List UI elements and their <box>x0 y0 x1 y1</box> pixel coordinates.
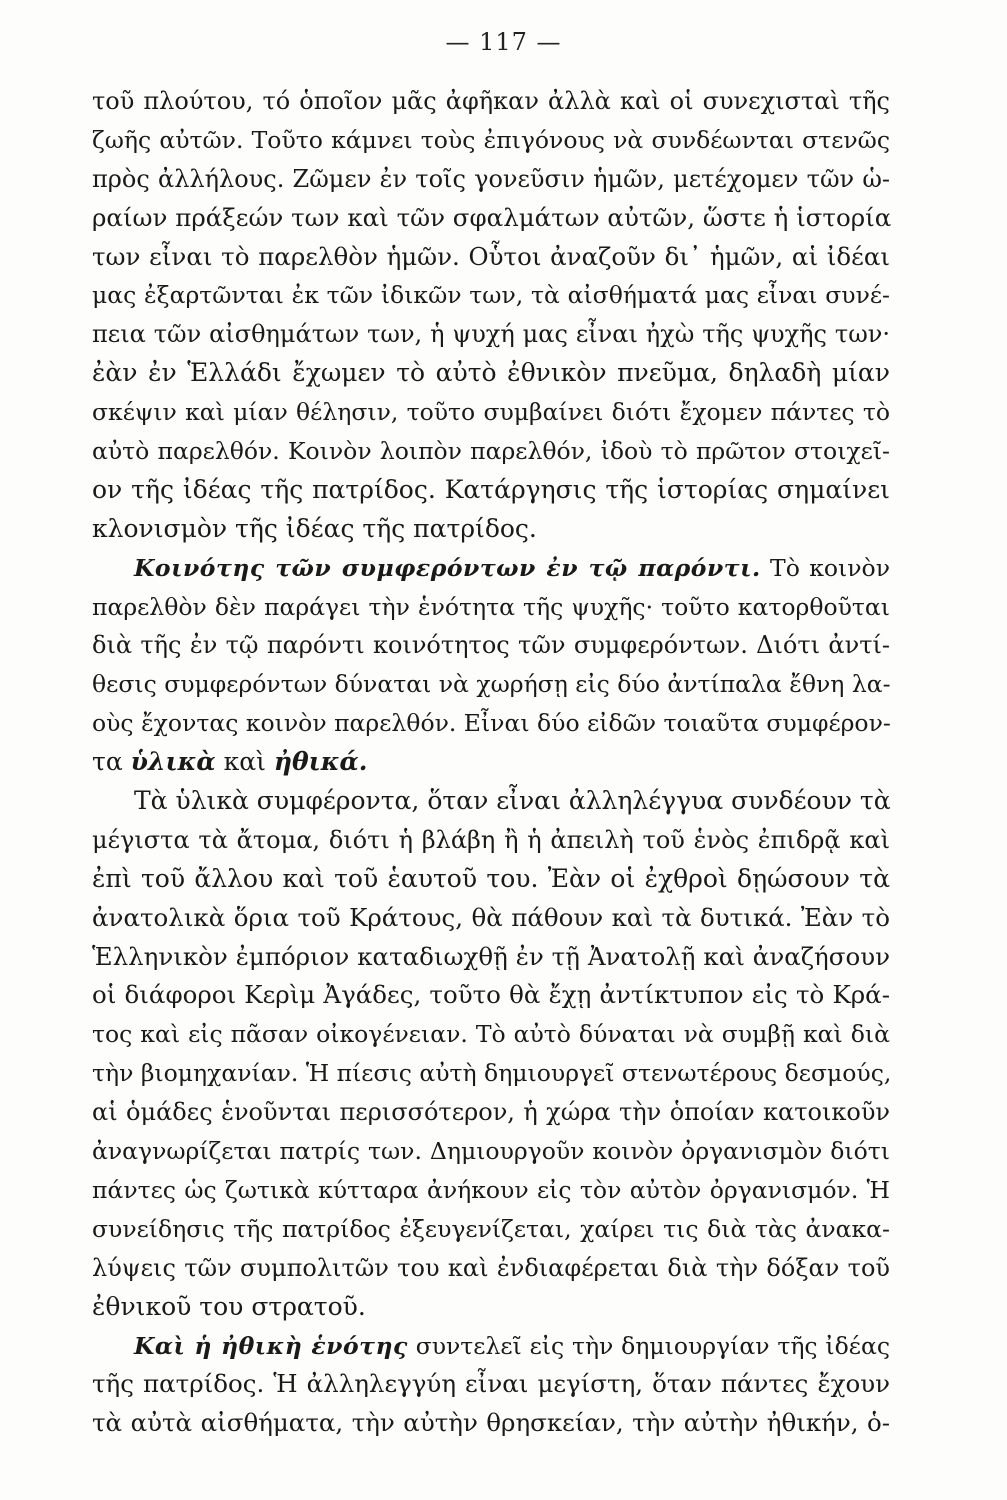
text-line <box>92 432 890 471</box>
text-segment: τὰ αὐτὰ αἰσθήματα, τὴν αὐτὴν θρησκείαν, τὴν αὐτὴν ἠθικήν, ὁ- <box>92 1408 890 1438</box>
text-line <box>92 276 890 315</box>
text-line <box>92 1054 890 1093</box>
text-segment: συνείδησις τῆς πατρίδος ἐξευγενίζεται, χαίρει τις διὰ τὰς ἀνακα- <box>92 1214 890 1243</box>
text-line <box>92 82 890 121</box>
text-segment: ἐπὶ τοῦ ἄλλου καὶ τοῦ ἑαυτοῦ του. Ἐὰν οἱ ἐχθροὶ δῃώσουν τὰ <box>92 863 890 893</box>
text-line <box>92 1249 890 1288</box>
text-segment: μέγιστα τὰ ἄτομα, διότι ἡ βλάβη ἢ ἡ ἀπειλὴ τοῦ ἑνὸς ἐπιδρᾷ καὶ <box>92 825 890 854</box>
text-line <box>92 704 890 743</box>
text-line <box>92 199 890 238</box>
body-text <box>92 82 890 1443</box>
text-segment: συντελεῖ εἰς τὴν δημιουργίαν τῆς ἰδέας <box>407 1331 890 1360</box>
text-segment: οὺς ἔχοντας κοινὸν παρελθόν. Εἶναι δύο εἰδῶν τοιαῦτα συμφέρον- <box>92 709 891 738</box>
text-segment: λύψεις τῶν συμπολιτῶν του καὶ ἐνδιαφέρεται διὰ τὴν δόξαν τοῦ <box>92 1253 890 1282</box>
text-line <box>92 860 890 899</box>
text-segment: μας ἐξαρτῶνται ἐκ τῶν ἰδικῶν των, τὰ αἰσθήματά μας εἶναι συνέ- <box>92 281 890 310</box>
text-line <box>92 121 890 160</box>
text-line <box>92 354 890 393</box>
text-line <box>92 1404 890 1443</box>
text-segment: σκέψιν καὶ μίαν θέλησιν, τοῦτο συμβαίνει διότι ἔχομεν πάντες τὸ <box>92 398 890 427</box>
italic-text-segment: Καὶ ἡ ἠθικὴ ἑνότης <box>134 1331 408 1360</box>
text-line <box>92 1132 890 1171</box>
text-segment: ραίων πράξεών των καὶ τῶν σφαλμάτων αὐτῶν, ὥστε ἡ ἱστορία <box>92 202 892 232</box>
text-line <box>92 976 890 1015</box>
text-line <box>92 315 890 354</box>
text-segment: ζωῆς αὐτῶν. Τοῦτο κάμνει τοὺς ἐπιγόνους νὰ συνδέωνται στενῶς <box>92 125 890 154</box>
italic-text-segment: ὑλικὰ <box>130 747 216 777</box>
text-line <box>92 743 890 782</box>
text-segment: Τὸ κοινὸν <box>760 553 890 582</box>
text-line <box>92 588 890 627</box>
italic-text-segment: ἠθικά. <box>273 747 368 777</box>
text-segment: καὶ <box>215 747 274 777</box>
text-segment: αἱ ὁμάδες ἑνοῦνται περισσότερον, ἡ χώρα τὴν ὁποίαν κατοικοῦν <box>92 1098 890 1127</box>
text-segment: ον τῆς ἰδέας τῆς πατρίδος. Κατάργησις τῆς ἱστορίας σημαίνει <box>92 474 890 504</box>
text-line <box>92 393 890 432</box>
text-segment: κλονισμὸν τῆς ἰδέας τῆς πατρίδος. <box>92 513 537 543</box>
text-line <box>92 782 890 821</box>
text-segment: οἱ διάφοροι Κερὶμ Ἀγάδες, τοῦτο θὰ ἔχῃ ἀντίκτυπον εἰς τὸ Κρά- <box>92 980 890 1010</box>
text-segment: ἐὰν ἐν Ἑλλάδι ἔχωμεν τὸ αὐτὸ ἐθνικὸν πνεῦμα, δηλαδὴ μίαν <box>92 358 890 388</box>
text-segment: ἀναγνωρίζεται πατρίς των. Δημιουργοῦν κοινὸν ὀργανισμὸν διότι <box>92 1137 890 1166</box>
text-line <box>92 938 890 977</box>
text-segment: αὐτὸ παρελθόν. Κοινὸν λοιπὸν παρελθόν, ἰδοὺ τὸ πρῶτον στοιχεῖ- <box>92 437 890 466</box>
text-segment: Τὰ ὑλικὰ συμφέροντα, ὅταν εἶναι ἀλληλέγγυα συνδέουν τὰ <box>134 786 891 816</box>
text-line <box>92 1015 890 1054</box>
text-segment: ἀνατολικὰ ὅρια τοῦ Κράτους, θὰ πάθουν καὶ τὰ δυτικά. Ἐὰν τὸ <box>92 902 890 932</box>
text-segment: τῆς πατρίδος. Ἡ ἀλληλεγγύη εἶναι μεγίστη, ὅταν πάντες ἔχουν <box>92 1369 890 1399</box>
text-segment: των εἶναι τὸ παρελθὸν ἡμῶν. Οὗτοι ἀναζοῦν δι᾿ ἡμῶν, αἱ ἰδέαι <box>92 241 890 271</box>
text-line <box>92 665 890 704</box>
text-segment: τος καὶ εἰς πᾶσαν οἰκογένειαν. Τὸ αὐτὸ δύναται νὰ συμβῇ καὶ διὰ <box>92 1020 890 1049</box>
text-segment: Ἑλληνικὸν ἐμπόριον καταδιωχθῇ ἐν τῇ Ἀνατολῇ καὶ ἀναζήσουν <box>92 941 890 971</box>
italic-text-segment: Κοινότης τῶν συμφερόντων ἐν τῷ παρόντι. <box>134 553 761 582</box>
text-line <box>92 1288 890 1327</box>
text-line <box>92 510 890 549</box>
text-segment: παρελθὸν δὲν παράγει τὴν ἑνότητα τῆς ψυχῆς· τοῦτο κατορθοῦται <box>92 592 890 621</box>
page-number: — 117 — <box>445 28 562 56</box>
text-segment: ἐθνικοῦ του στρατοῦ. <box>92 1291 366 1321</box>
text-segment: πάντες ὡς ζωτικὰ κύτταρα ἀνήκουν εἰς τὸν αὐτὸν ὀργανισμόν. Ἡ <box>92 1175 890 1204</box>
text-line <box>92 160 890 199</box>
text-segment: τοῦ πλούτου, τό ὁποῖον μᾶς ἀφῆκαν ἀλλὰ καὶ οἱ συνεχισταὶ τῆς <box>92 87 890 115</box>
text-segment: τὴν βιομηχανίαν. Ἡ πίεσις αὐτὴ δημιουργεῖ στενωτέρους δεσμούς, <box>92 1059 892 1088</box>
text-line <box>92 899 890 938</box>
text-line <box>92 1327 890 1366</box>
text-line <box>92 1171 890 1210</box>
text-line <box>92 1093 890 1132</box>
text-line <box>92 238 890 277</box>
text-segment: τα <box>92 747 131 777</box>
text-segment: πεια τῶν αἰσθημάτων των, ἡ ψυχή μας εἶναι ἠχὼ τῆς ψυχῆς των· <box>92 320 890 349</box>
text-line <box>92 471 890 510</box>
text-line <box>92 549 890 588</box>
text-line <box>92 1365 890 1404</box>
text-line <box>92 626 890 665</box>
text-segment: θεσις συμφερόντων δύναται νὰ χωρήσῃ εἰς δύο ἀντίπαλα ἔθνη λα- <box>92 670 891 699</box>
text-segment: πρὸς ἀλλήλους. Ζῶμεν ἐν τοῖς γονεῦσιν ἡμῶν, μετέχομεν τῶν ὡ- <box>92 164 890 193</box>
text-line <box>92 821 890 860</box>
text-line <box>92 1210 890 1249</box>
text-segment: διὰ τῆς ἐν τῷ παρόντι κοινότητος τῶν συμφερόντων. Διότι ἀντί- <box>92 631 890 660</box>
